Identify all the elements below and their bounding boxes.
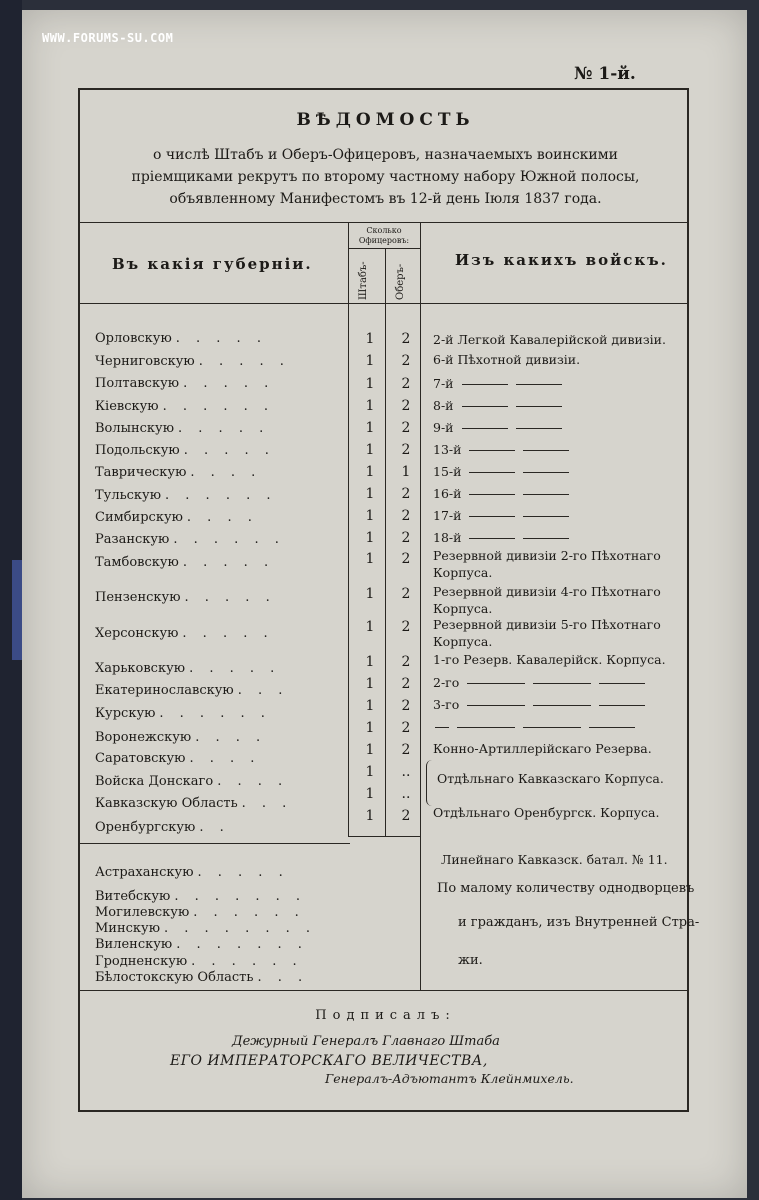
table-row: Кавказскую Область . . . [95,796,293,811]
shtab-count: 1 [365,619,375,635]
ober-count: 2 [401,551,411,567]
signature-line3: Генералъ-Адъютантъ Клейнмихель. [325,1071,574,1086]
ober-count: 2 [401,331,411,347]
voisk-name: 13-й [433,441,569,458]
rule-middle-section [80,843,350,844]
shtab-count: 1 [365,654,375,670]
ober-count: .. [401,786,411,802]
gubernia-name: Кіевскую [95,399,159,414]
shtab-count: 1 [365,530,375,546]
voisk-name: 3-го [433,696,645,713]
gubernia-name: Разанскую [95,532,170,547]
ober-count: 2 [401,530,411,546]
header-shtab: Штабъ- [358,261,369,300]
voisk-name: 2-й Легкой Кавалерійской дивизіи. [433,332,666,347]
signature-line2: ЕГО ИМПЕРАТОРСКАГО ВЕЛИЧЕСТВА, [170,1053,488,1069]
voisk-name: Резервной дивизіи 4-го Пѣхотнаго Корпуса. [433,584,661,616]
gubernia-name: Подольскую [95,443,180,458]
voisk-name: Конно-Артиллерійскаго Резерва. [433,741,652,756]
shtab-count: 1 [365,764,375,780]
gubernia-name: Витебскую [95,889,171,904]
col-divider-right [420,222,421,990]
voisk-name [433,718,635,735]
shtab-count: 1 [365,442,375,458]
table-row: Орловскую . . . . . [95,331,267,346]
ober-count: 2 [401,720,411,736]
gubernia-name: Симбирскую [95,510,183,525]
header-ober: Оберъ- [395,263,406,300]
voisk-name: 16-й [433,485,569,502]
gubernia-name: Херсонскую [95,626,179,641]
gubernia-name: Бѣлостокскую Область [95,970,254,985]
lower-note-line1: По малому количеству однодворцевъ [437,881,695,896]
table-row: Кіевскую . . . . . . [95,399,275,414]
gubernia-name: Харьковскую [95,661,186,676]
gubernia-name: Таврическую [95,465,187,480]
gubernia-name: Гродненскую [95,954,188,969]
table-row: Полтавскую . . . . . [95,376,275,391]
gubernia-name: Виленскую [95,937,173,952]
gubernia-name: Кавказскую Область [95,796,238,811]
shtab-count: 1 [365,508,375,524]
table-row: Харьковскую . . . . . [95,661,281,676]
voisk-name: Резервной дивизіи 2-го Пѣхотнаго Корпуса. [433,548,661,580]
gubernia-name: Воронежскую [95,730,192,745]
voisk-name: Линейнаго Кавказск. батал. № 11. [441,852,668,867]
ober-count: 2 [401,486,411,502]
ober-count: 2 [401,742,411,758]
gubernia-name: Могилевскую [95,905,190,920]
table-row: Витебскую . . . . . . . [95,889,307,904]
gubernia-name: Тульскую [95,488,162,503]
rule-skolko [348,248,420,249]
gubernia-name: Астраханскую [95,865,194,880]
table-row: Бѣлостокскую Область . . . [95,970,309,985]
binding-strip [12,560,22,660]
shtab-count: 1 [365,486,375,502]
rule-below-numbers [348,836,420,837]
document-subtitle: о числѣ Штабъ и Оберъ-Офицеровъ, назначаемыхъ воинскими пріемщиками рекрутъ по второму частному набору Южной полосы, объявленному Манифестомъ въ 12-й день Іюля 1837 года. [131,147,640,207]
ober-count: 2 [401,586,411,602]
brace [426,760,435,806]
shtab-count: 1 [365,698,375,714]
table-row: Могилевскую . . . . . . [95,905,305,920]
ober-count: .. [401,764,411,780]
voisk-name: 8-й [433,397,562,414]
voisk-name: 1-го Резерв. Кавалерійск. Корпуса. [433,652,666,667]
gubernia-name: Войска Донскаго [95,774,214,789]
shtab-count: 1 [365,376,375,392]
voisk-name: 18-й [433,529,569,546]
shtab-count: 1 [365,353,375,369]
gubernia-name: Волынскую [95,421,175,436]
ober-count: 2 [401,619,411,635]
header-skolko: Сколько Офицеровъ: [358,226,410,245]
table-row: Черниговскую . . . . . [95,354,290,369]
voisk-name: 2-го [433,674,645,691]
shtab-count: 1 [365,551,375,567]
gubernia-name: Минскую [95,921,161,936]
table-row: Войска Донскаго . . . . [95,774,289,789]
shtab-count: 1 [365,808,375,824]
table-row: Херсонскую . . . . . [95,626,274,641]
table-row: Симбирскую . . . . [95,510,258,525]
signature-line1: Дежурный Генералъ Главнаго Штаба [232,1034,500,1049]
shtab-count: 1 [365,398,375,414]
voisk-name: 17-й [433,507,569,524]
gubernia-name: Пензенскую [95,590,181,605]
voisk-name: 15-й [433,463,569,480]
table-row: Астраханскую . . . . . [95,865,289,880]
gubernia-name: Орловскую [95,331,172,346]
document-title: ВѢДОМОСТЬ [296,110,475,130]
table-row: Курскую . . . . . . [95,706,271,721]
ober-count: 2 [401,420,411,436]
col-divider-mid [385,248,386,836]
gubernia-name: Саратовскую [95,751,186,766]
ober-count: 2 [401,676,411,692]
shtab-count: 1 [365,786,375,802]
table-row: Волынскую . . . . . [95,421,270,436]
header-voisk: Изъ какихъ войскъ. [455,251,668,269]
col-divider-left [348,222,349,836]
document-number: № 1-й. [574,64,636,84]
table-row: Виленскую . . . . . . . [95,937,308,952]
header-gubernii: Въ какія губерніи. [112,255,313,273]
gubernia-name: Курскую [95,706,156,721]
ober-count: 2 [401,353,411,369]
voisk-name: 9-й [433,419,562,436]
ober-count: 2 [401,808,411,824]
shtab-count: 1 [365,586,375,602]
shtab-count: 1 [365,720,375,736]
gubernia-name: Тамбовскую [95,555,179,570]
voisk-name: Резервной дивизіи 5-го Пѣхотнаго Корпуса. [433,617,661,649]
watermark: WWW.FORUMS-SU.COM [42,31,174,45]
rule-below-title [80,222,689,223]
shtab-count: 1 [365,464,375,480]
rule-above-signature [80,990,689,991]
shtab-count: 1 [365,331,375,347]
gubernia-name: Черниговскую [95,354,195,369]
table-row: Гродненскую . . . . . . [95,954,303,969]
table-row: Разанскую . . . . . . [95,532,285,547]
ober-count: 1 [401,464,411,480]
ober-count: 2 [401,398,411,414]
ober-count: 2 [401,654,411,670]
table-row: Екатеринославскую . . . [95,683,289,698]
shtab-count: 1 [365,420,375,436]
shtab-count: 1 [365,742,375,758]
table-row: Пензенскую . . . . . [95,590,276,605]
ober-count: 2 [401,508,411,524]
lower-note-line3: жи. [458,953,483,968]
ober-count: 2 [401,698,411,714]
table-row: Тульскую . . . . . . [95,488,277,503]
table-row: Тамбовскую . . . . . [95,555,275,570]
ober-count: 2 [401,376,411,392]
table-row: Таврическую . . . . [95,465,262,480]
gubernia-name: Оренбургскую [95,820,196,835]
signed-label: Подписалъ: [315,1008,456,1023]
table-row: Оренбургскую . . [95,820,230,835]
voisk-name: Отдѣльнаго Оренбургск. Корпуса. [433,805,660,820]
voisk-name: 7-й [433,375,562,392]
voisk-name: Отдѣльнаго Кавказскаго Корпуса. [437,771,664,786]
table-row: Подольскую . . . . . [95,443,275,458]
lower-note-line2: и гражданъ, изъ Внутренней Стра- [458,915,700,930]
table-row: Минскую . . . . . . . . [95,921,317,936]
voisk-name: 6-й Пѣхотной дивизіи. [433,352,581,367]
shtab-count: 1 [365,676,375,692]
gubernia-name: Екатеринославскую [95,683,234,698]
table-row: Воронежскую . . . . [95,730,267,745]
gubernia-name: Полтавскую [95,376,180,391]
table-row: Саратовскую . . . . [95,751,261,766]
ober-count: 2 [401,442,411,458]
